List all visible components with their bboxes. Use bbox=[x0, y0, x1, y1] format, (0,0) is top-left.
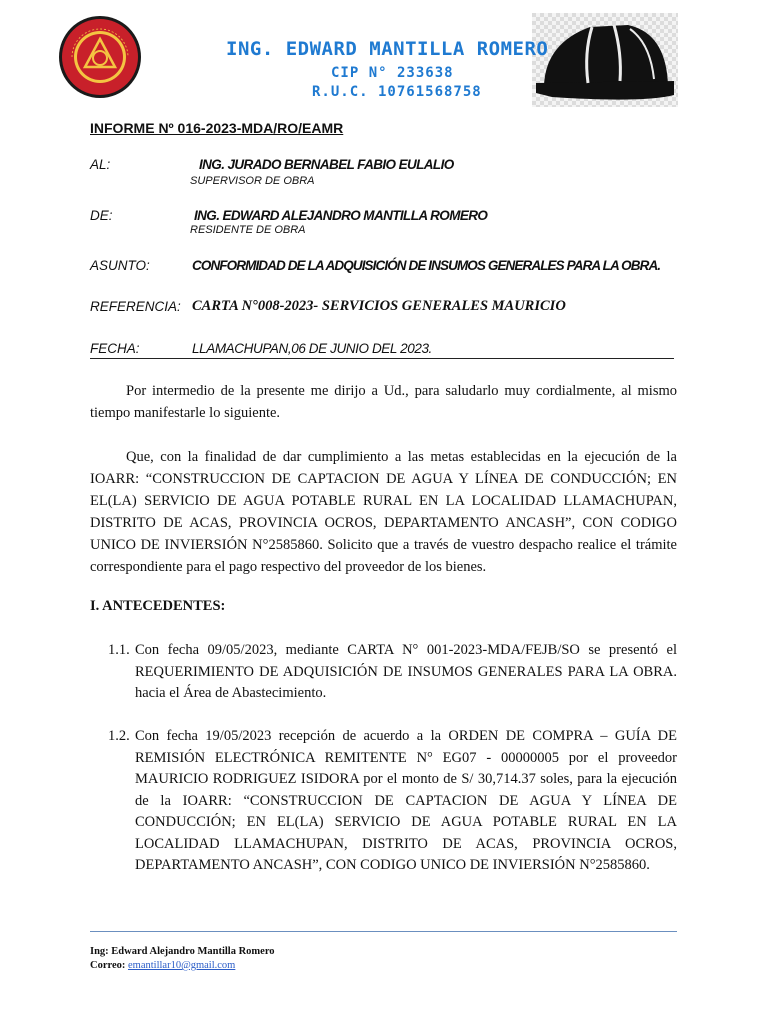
cip-seal-logo bbox=[58, 15, 142, 99]
fecha-value: LLAMACHUPAN,06 DE JUNIO DEL 2023. bbox=[192, 341, 432, 356]
list-item bbox=[108, 726, 677, 877]
al-label: AL: bbox=[90, 157, 111, 172]
list-item-number: 1.1. bbox=[108, 642, 130, 658]
footer-divider bbox=[90, 931, 677, 932]
hard-hat-icon bbox=[532, 13, 678, 107]
list-item-text: Con fecha 19/05/2023 recepción de acuerdo a la ORDEN DE COMPRA – GUÍA DE REMISIÓN ELECTRÓNICA REMITENTE N° EG07 - 00000005 por el proveedor MAURICIO RODRIGUEZ ISIDORA por el monto de S/ 30,714.37 soles, para la ejecución de la IOARR: “CONSTRUCCION DE CAPTACION DE AGUA Y LÍNEA DE CONDUCCIÓN; EN EL(LA) SERVICIO DE AGUA POTABLE RURAL EN LA LOCALIDAD LLAMACHUPAN, DISTRITO DE ACAS, PROVINCIA OCROS, DEPARTAMENTO ANCASH”, CON CODIGO UNICO DE INVIERSIÓN N°2585860. bbox=[135, 728, 677, 873]
de-role: RESIDENTE DE OBRA bbox=[190, 224, 306, 236]
al-name: ING. JURADO BERNABEL FABIO EULALIO bbox=[199, 157, 454, 172]
list-item-text: Con fecha 09/05/2023, mediante CARTA N° 001-2023-MDA/FEJB/SO se presentó el REQUERIMIENTO DE ADQUISICIÓN DE INSUMOS GENERALES PARA LA OBRA. hacia el Área de Abastecimiento. bbox=[135, 642, 677, 701]
de-name: ING. EDWARD ALEJANDRO MANTILLA ROMERO bbox=[194, 208, 488, 223]
footer-email-label: Correo: bbox=[90, 960, 126, 971]
purpose-paragraph: Que, con la finalidad de dar cumplimiento a las metas establecidas en la ejecución de la IOARR: “CONSTRUCCION DE CAPTACION DE AGUA Y LÍNEA DE CONDUCCIÓN; EN EL(LA) SERVICIO DE AGUA POTABLE RURAL EN LA LOCALIDAD LLAMACHUPAN, DISTRITO DE ACAS, PROVINCIA OCROS, DEPARTAMENTO ANCASH”, CON CODIGO UNICO DE INVIERSIÓN N°2585860. Solicito que a través de vuestro despacho realice el trámite correspondiente para el pago respectivo del proveedor de los bienes. bbox=[90, 449, 677, 575]
fecha-label: FECHA: bbox=[90, 341, 140, 356]
footer-name: Ing: Edward Alejandro Mantilla Romero bbox=[90, 946, 275, 957]
intro-paragraph: Por intermedio de la presente me dirijo a Ud., para saludarlo muy cordialmente, al mismo tiempo manifestarle lo siguiente. bbox=[90, 383, 677, 421]
header-divider bbox=[90, 358, 674, 359]
section-title: I. ANTECEDENTES: bbox=[90, 598, 226, 614]
report-title: INFORME Nº 016-2023-MDA/RO/EAMR bbox=[90, 120, 344, 136]
list-item bbox=[108, 640, 677, 705]
header-ruc: R.U.C. 10761568758 bbox=[312, 84, 482, 100]
referencia-value: CARTA N°008-2023- SERVICIOS GENERALES MAURICIO bbox=[192, 298, 566, 314]
asunto-value: CONFORMIDAD DE LA ADQUISICIÓN DE INSUMOS GENERALES PARA LA OBRA. bbox=[192, 258, 661, 273]
al-role: SUPERVISOR DE OBRA bbox=[190, 175, 315, 187]
header-cip: CIP N° 233638 bbox=[331, 65, 454, 81]
de-label: DE: bbox=[90, 208, 113, 223]
referencia-label: REFERENCIA: bbox=[90, 299, 181, 314]
email-link[interactable]: emantillar10@gmail.com bbox=[128, 960, 236, 971]
list-item-number: 1.2. bbox=[108, 728, 130, 744]
asunto-label: ASUNTO: bbox=[90, 258, 150, 273]
header-name: ING. EDWARD MANTILLA ROMERO bbox=[226, 38, 549, 60]
footer-email-row bbox=[90, 960, 235, 971]
